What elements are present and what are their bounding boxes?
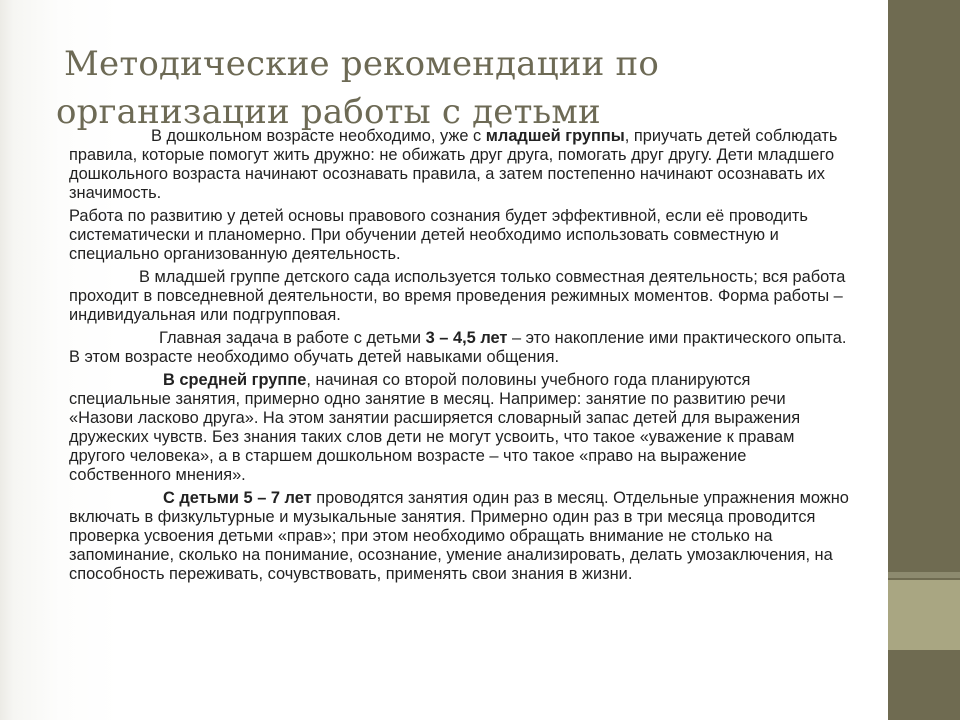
slide-title-line-1: Методические рекомендации по <box>64 44 660 84</box>
paragraph-middle-group <box>69 371 849 485</box>
paragraph-text: проводятся занятия один раз в месяц. Отдельные упражнения можно включать в физкультурные и музыкальные занятия. Примерно один раз в три месяца проводится проверка усвоения детьми «прав»; при этом необходимо обращать внимание не столько на запоминание, сколько на понимание, осознание, умение анализировать, делать умозаключения, на способность переживать, сочувствовать, применять свои знания в жизни. <box>69 489 849 583</box>
side-decor-stripe <box>888 572 960 578</box>
paragraph-emphasis: В средней группе <box>163 371 307 389</box>
paragraph-main-task <box>69 329 849 367</box>
paragraph-legal-awareness <box>69 207 849 264</box>
paragraph-emphasis: младшей группы <box>485 127 625 145</box>
paragraph-junior-group <box>69 127 849 203</box>
slide-title <box>56 40 820 136</box>
paragraph-text: В младшей группе детского сада используется только совместная деятельность; вся работа проходит в повседневной деятельности, во время проведения режимных моментов. Форма работы – индивидуальная или подгрупповая. <box>69 268 846 324</box>
slide-title-line-2: организации работы с детьми <box>56 92 601 132</box>
paragraph-text: – это накопление ими практического опыта. В этом возрасте необходимо обучать детей навыками общения. <box>69 329 847 366</box>
paragraph-text: В дошкольном возрасте необходимо, уже с <box>151 127 486 145</box>
paragraph-text: , начиная со второй половины учебного года планируются специальные занятия, примерно одно занятие в месяц. Например: занятие по развитию речи «Назови ласково друга». На этом занятии расширяется словарный запас детей для выражения дружеских чувств. Без знания таких слов дети не могут усвоить, что такое «уважение к правам другого человека», а в старшем дошкольном возрасте – что такое «право на выражение собственного мнения». <box>69 371 801 484</box>
paragraph-senior-group <box>69 489 849 584</box>
paragraph-text: Главная задача в работе с детьми <box>159 329 426 347</box>
slide-body <box>69 127 849 588</box>
paragraph-joint-activity <box>69 268 849 325</box>
paragraph-emphasis: С детьми 5 – 7 лет <box>163 489 312 507</box>
paragraph-emphasis: 3 – 4,5 лет <box>425 329 508 347</box>
paragraph-text: , приучать детей соблюдать правила, которые помогут жить дружно: не обижать друг друга, помогать друг другу. Дети младшего дошкольного возраста начинают осознавать правила, а затем постепенно начинают осознавать их значимость. <box>69 127 838 202</box>
paragraph-text: Работа по развитию у детей основы правового сознания будет эффективной, если её проводить систематически и планомерно. При обучении детей необходимо использовать совместную и специально организованную деятельность. <box>69 207 808 263</box>
side-decor-block <box>888 580 960 650</box>
